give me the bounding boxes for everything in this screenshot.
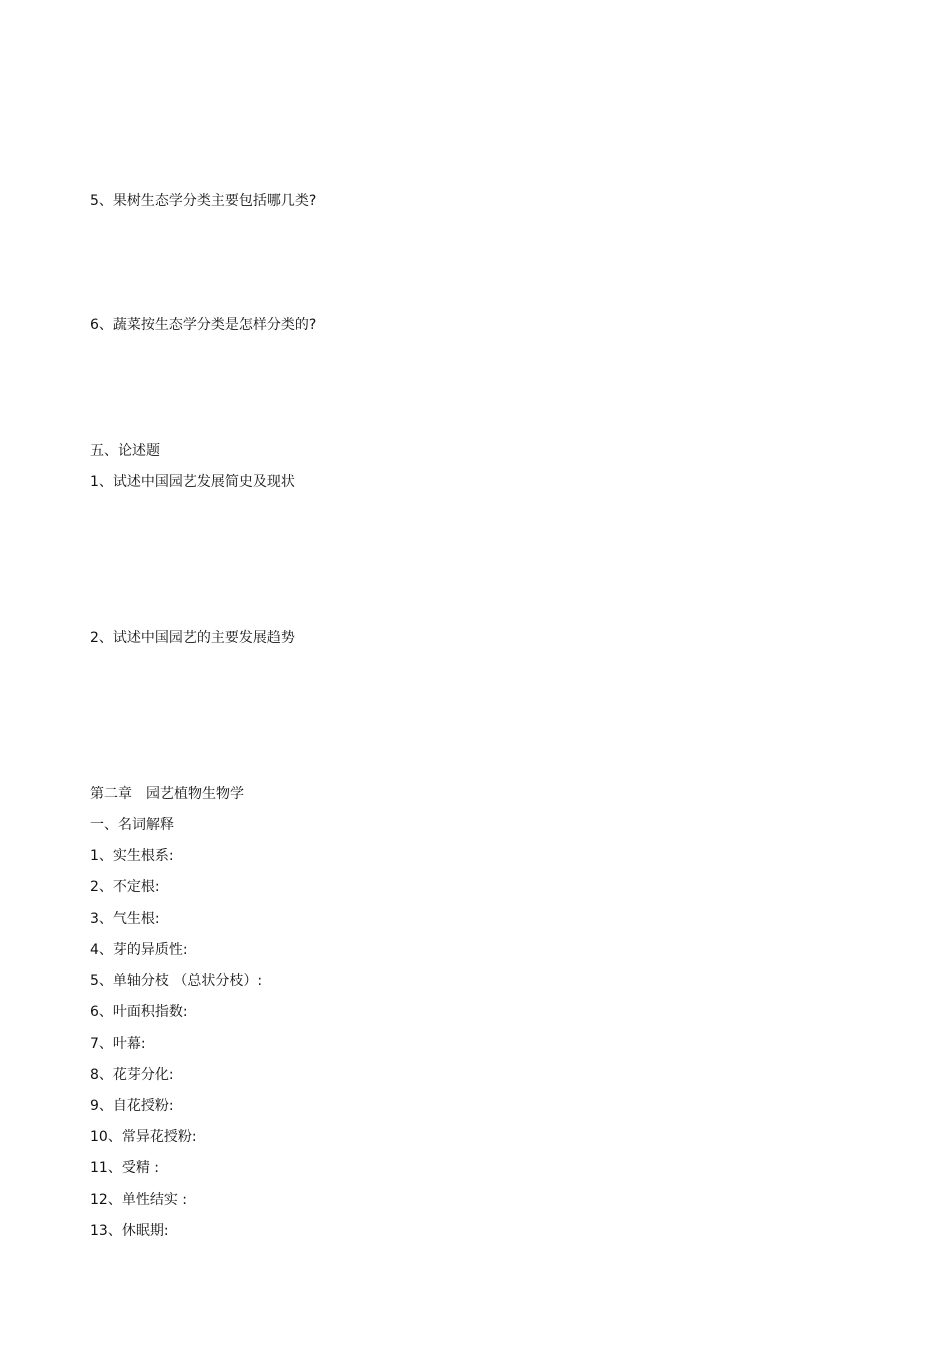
term-item: 12、单性结实 : (90, 1192, 187, 1208)
section-heading-terms: 一、名词解释 (90, 817, 174, 833)
question-6-vegetable-classification: 6、蔬菜按生态学分类是怎样分类的? (90, 317, 317, 333)
essay-question-1: 1、试述中国园艺发展简史及现状 (90, 474, 295, 490)
term-item: 3、气生根: (90, 911, 160, 927)
term-item: 7、叶幕: (90, 1036, 146, 1052)
term-item: 9、自花授粉: (90, 1098, 174, 1114)
essay-question-2: 2、试述中国园艺的主要发展趋势 (90, 630, 295, 646)
term-item: 8、花芽分化: (90, 1067, 174, 1083)
section-heading-essay: 五、论述题 (90, 443, 160, 459)
term-item: 5、单轴分枝 （总状分枝）: (90, 973, 263, 989)
chapter-title: 第二章 园艺植物生物学 (90, 786, 244, 802)
term-item: 1、实生根系: (90, 848, 174, 864)
term-item: 11、受精 : (90, 1160, 159, 1176)
term-item: 2、不定根: (90, 879, 160, 895)
term-item: 4、芽的异质性: (90, 942, 188, 958)
term-item: 13、休眠期: (90, 1223, 169, 1239)
question-5-ecological-classification: 5、果树生态学分类主要包括哪几类? (90, 193, 317, 209)
term-item: 6、叶面积指数: (90, 1004, 188, 1020)
term-item: 10、常异花授粉: (90, 1129, 197, 1145)
